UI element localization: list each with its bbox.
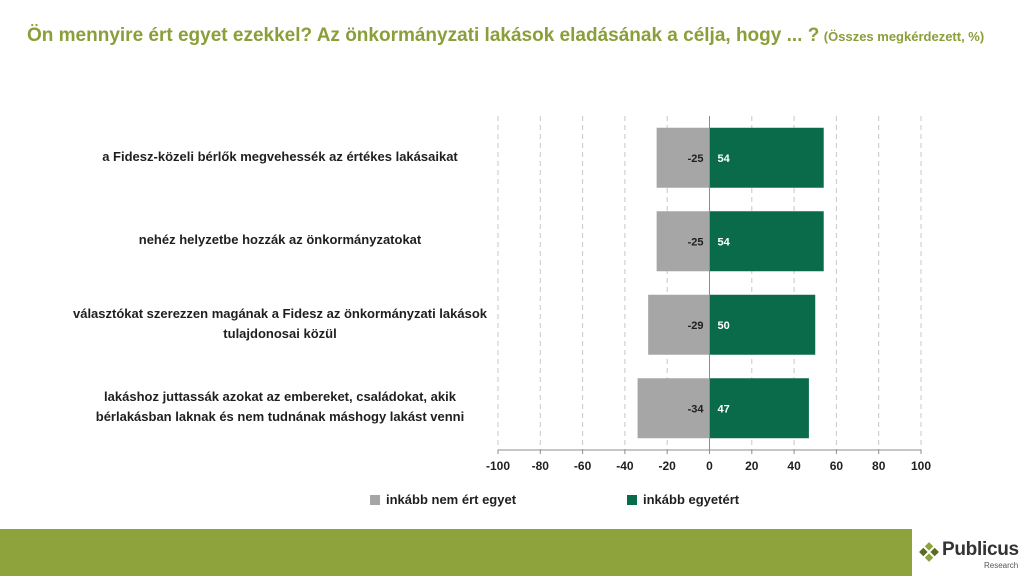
data-label: -29 bbox=[687, 319, 704, 332]
legend-label-disagree: inkább nem ért egyet bbox=[386, 492, 517, 507]
data-label: -25 bbox=[687, 236, 704, 249]
x-tick-label: -40 bbox=[616, 459, 634, 473]
data-label: 50 bbox=[717, 319, 730, 332]
data-label: 47 bbox=[717, 403, 730, 416]
brand-name: Publicus bbox=[942, 539, 1019, 560]
brand-subtitle: Research bbox=[984, 561, 1019, 570]
legend-swatch-agree bbox=[627, 495, 637, 505]
x-tick-label: -80 bbox=[531, 459, 549, 473]
category-label: lakáshoz juttassák azokat az embereket, családokat, akik bérlakásban laknak és nem tudnának máshogy lakást venni bbox=[95, 389, 465, 425]
x-tick-label: -100 bbox=[485, 459, 511, 473]
data-label: -25 bbox=[687, 152, 704, 165]
footer-bar bbox=[0, 529, 912, 576]
x-tick-label: 20 bbox=[745, 459, 759, 473]
legend-label-agree: inkább egyetért bbox=[643, 492, 740, 507]
data-label: -34 bbox=[687, 403, 704, 416]
chart-title-main: Ön mennyire ért egyet ezekkel? Az önkormányzati lakások eladásának a célja, hogy ... ? bbox=[27, 25, 820, 46]
x-tick-label: 60 bbox=[829, 459, 844, 473]
category-label: választókat szerezzen magának a Fidesz az önkormányzati lakások tulajdonosai közül bbox=[72, 305, 487, 341]
legend-item-disagree bbox=[370, 492, 516, 507]
data-label: 54 bbox=[717, 152, 730, 165]
data-label: 54 bbox=[717, 236, 730, 249]
legend-item-agree bbox=[627, 492, 739, 507]
x-tick-label: -60 bbox=[573, 459, 592, 473]
category-label: nehéz helyzetbe hozzák az önkormányzatokat bbox=[138, 232, 422, 248]
x-tick-label: 40 bbox=[787, 459, 801, 473]
category-label: a Fidesz-közeli bérlők megvehessék az értékes lakásaikat bbox=[102, 148, 458, 164]
chart-title-sub: (Összes megkérdezett, %) bbox=[823, 29, 985, 44]
x-tick-label: 100 bbox=[910, 459, 932, 473]
legend-swatch-disagree bbox=[370, 495, 380, 505]
x-tick-label: 0 bbox=[706, 459, 713, 473]
x-tick-label: 80 bbox=[872, 459, 886, 473]
x-tick-label: -20 bbox=[658, 459, 676, 473]
